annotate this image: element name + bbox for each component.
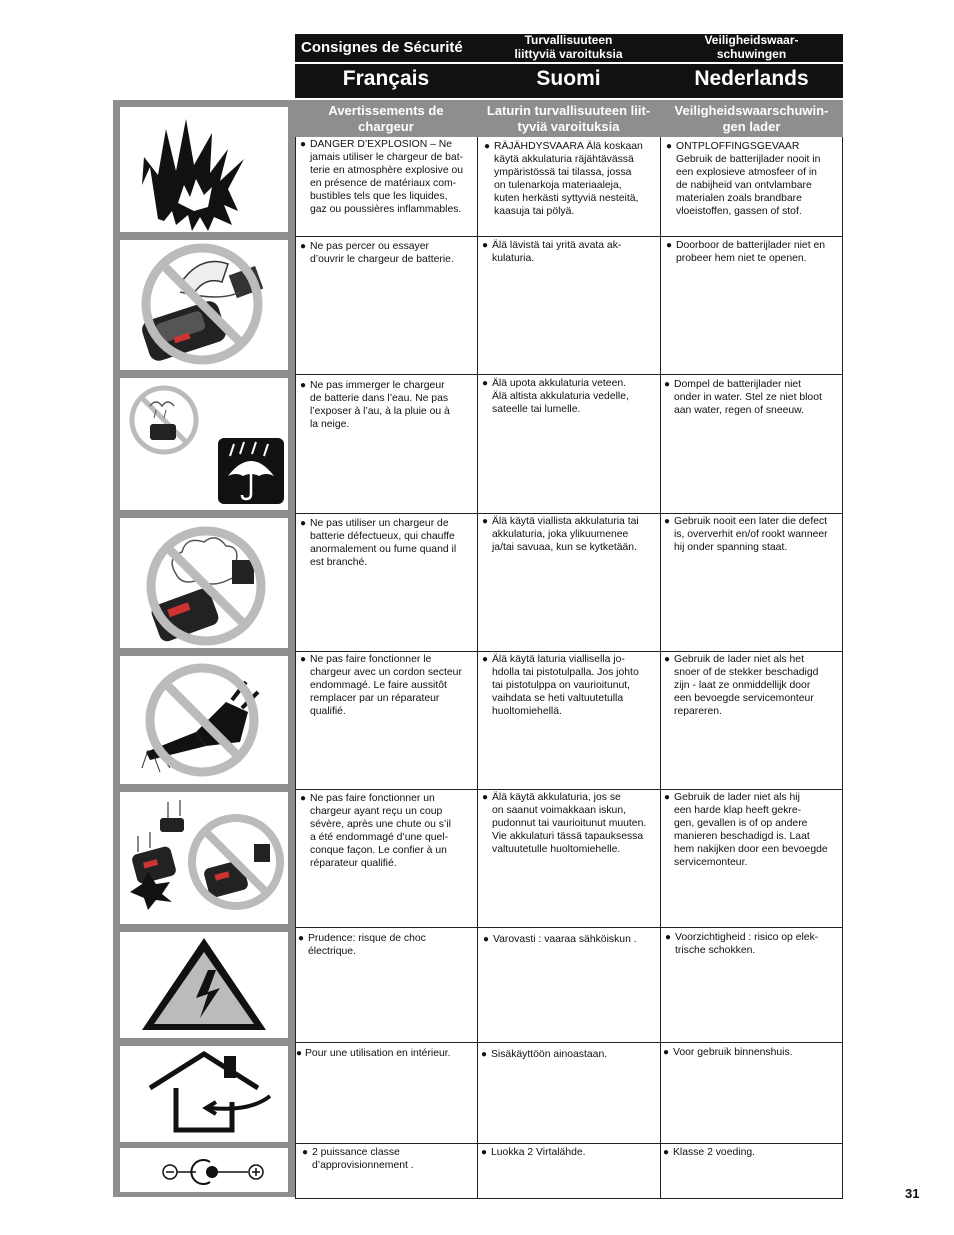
warning-text-nl: ● Gebruik de lader niet als hij een harde klap heeft gekre- gen, gevallen is of op andere manieren beschadigd is. Laat hem nakijken door een bevoegde servicemonteur. xyxy=(664,792,828,868)
column-header-fr: Avertissements de chargeur xyxy=(295,100,477,137)
explosion-icon xyxy=(120,107,288,232)
warning-text-fr: ● DANGER D’EXPLOSION – Ne jamais utiliser le chargeur de bat- terie en atmosphère explosive ou en présence de matériaux com- bustibles tels que les liquides, gaz ou poussières inflammables. xyxy=(300,139,464,215)
warning-text-fi: ● Älä upota akkulaturia veteen. Älä altista akkulaturia vedelle, sateelle tai lumelle. xyxy=(482,378,629,415)
warning-text-fr: ● Pour une utilisation en intérieur. xyxy=(296,1048,451,1059)
icon-column xyxy=(113,100,295,1197)
dropped-charger-icon xyxy=(120,792,288,924)
warning-text-fi: ● RÄJÄHDYSVAARA Älä koskaan käytä akkulaturia räjähtävässä ympäristössä tai tilassa, jossa on tulenarkoja materiaaleja, kuten herkästi syttyviä nesteitä, kaasuja tai pölyä. xyxy=(484,141,643,217)
warning-text-fi: ● Luokka 2 Virtalähde. xyxy=(481,1147,586,1158)
warning-text-fi: ● Sisäkäyttöön ainoastaan. xyxy=(481,1049,608,1060)
warning-text-fr: ● Ne pas utiliser un chargeur de batterie défectueux, qui chauffe anormalement ou fume quand il est branché. xyxy=(300,518,457,568)
row-divider xyxy=(295,1042,843,1043)
row-divider xyxy=(295,236,843,237)
row-divider xyxy=(295,789,843,790)
language-nl: Nederlands xyxy=(694,67,809,90)
warning-text-nl: ● Voor gebruik binnenshuis. xyxy=(663,1047,793,1058)
row-divider xyxy=(295,651,843,652)
row-divider xyxy=(295,513,843,514)
warning-text-nl: ● ONTPLOFFINGSGEVAAR Gebruik de batterijlader nooit in een explosieve atmosfeer of in de nabijheid van ontvlambare materialen zoals brandbare vloeistoffen, gassen of stof. xyxy=(666,141,821,217)
warning-text-nl: ● Klasse 2 voeding. xyxy=(663,1147,756,1158)
warning-text-nl: ● Dompel de batterijlader niet onder in water. Stel ze niet bloot aan water, regen of sneeuw. xyxy=(664,379,822,416)
table-divider xyxy=(477,137,478,1199)
row-divider xyxy=(295,927,843,928)
row-divider xyxy=(295,1143,843,1144)
column-header-nl: Veiligheidswaarschuwin- gen lader xyxy=(660,100,843,137)
warning-text-fr: ● Ne pas faire fonctionner un chargeur ayant reçu un coup sévère, après une chute ou s’il a été endommagé d’une quel- conque façon. Le confier à un réparateur qualifié. xyxy=(300,793,451,869)
electric-shock-icon xyxy=(120,932,288,1038)
polarity-icon xyxy=(120,1148,288,1192)
section-title-fi: Turvallisuuteen liittyviä varoituksia xyxy=(514,33,623,61)
damaged-plug-icon xyxy=(120,656,288,784)
page-number: 31 xyxy=(905,1186,920,1201)
warning-text-fi: ● Älä käytä laturia viallisella jo- hdolla tai pistotulpalla. Jos johto tai pistotulppa on vaurioitunut, vaihdata se heti valtuutetulla huoltomiehellä. xyxy=(482,654,639,717)
warning-text-nl: ● Voorzichtigheid : risico op elek- trische schokken. xyxy=(665,932,819,956)
warning-text-nl: ● Gebruik nooit een later die defect is, oververhit en/of rookt wanneer hij onder spanning staat. xyxy=(664,516,828,553)
no-open-charger-icon xyxy=(120,240,288,370)
no-smoking-charger-icon xyxy=(120,518,288,648)
warning-text-nl: ● Doorboor de batterijlader niet en probeer hem niet te openen. xyxy=(666,240,826,264)
no-water-icon xyxy=(120,378,288,510)
warning-text-fi: ● Varovasti : vaaraa sähköiskun . xyxy=(483,934,637,945)
language-fi: Suomi xyxy=(536,67,601,90)
warning-text-fi: ● Älä käytä akkulaturia, jos se on saanut voimakkaan iskun, pudonnut tai vaurioitunut muuten. Vie akkulaturi tässä tapauksessa valtuutetulle huoltomiehelle. xyxy=(482,792,647,855)
warning-text-fr: ● Ne pas percer ou essayer d’ouvrir le chargeur de batterie. xyxy=(300,241,454,265)
indoor-use-icon xyxy=(120,1046,288,1142)
language-header xyxy=(295,34,843,98)
table-divider xyxy=(660,137,661,1199)
section-title-fr: Consignes de Sécurité xyxy=(301,38,463,56)
warning-text-nl: ● Gebruik de lader niet als het snoer of de stekker beschadigd zijn - laat ze onmiddellijk door een bevoegde servicemonteur repareren. xyxy=(664,654,819,717)
warning-text-fr: ● Ne pas immerger le chargeur de batterie dans l’eau. Ne pas l’exposer à l’au, à la pluie ou à la neige. xyxy=(300,380,450,430)
warning-text-fi: ● Älä lävistä tai yritä avata ak- kulaturia. xyxy=(482,240,622,264)
row-divider xyxy=(295,374,843,375)
warning-text-fi: ● Älä käytä viallista akkulaturia tai akkulaturia, joka ylikuumenee ja/tai savuaa, kun se kytketään. xyxy=(482,516,639,553)
column-header-fi: Laturin turvallisuuteen liit- tyviä varoituksia xyxy=(477,100,660,137)
section-title-nl: Veiligheidswaar- schuwingen xyxy=(704,33,799,61)
language-fr: Français xyxy=(342,67,430,90)
warning-text-fr: ● Ne pas faire fonctionner le chargeur avec un cordon secteur endommagé. Le faire aussitôt remplacer par un réparateur qualifié. xyxy=(300,654,462,717)
warning-text-fr: ● 2 puissance classe d’approvisionnement . xyxy=(302,1147,414,1171)
warning-text-fr: ● Prudence: risque de choc électrique. xyxy=(298,933,426,957)
table-divider xyxy=(295,137,296,1199)
